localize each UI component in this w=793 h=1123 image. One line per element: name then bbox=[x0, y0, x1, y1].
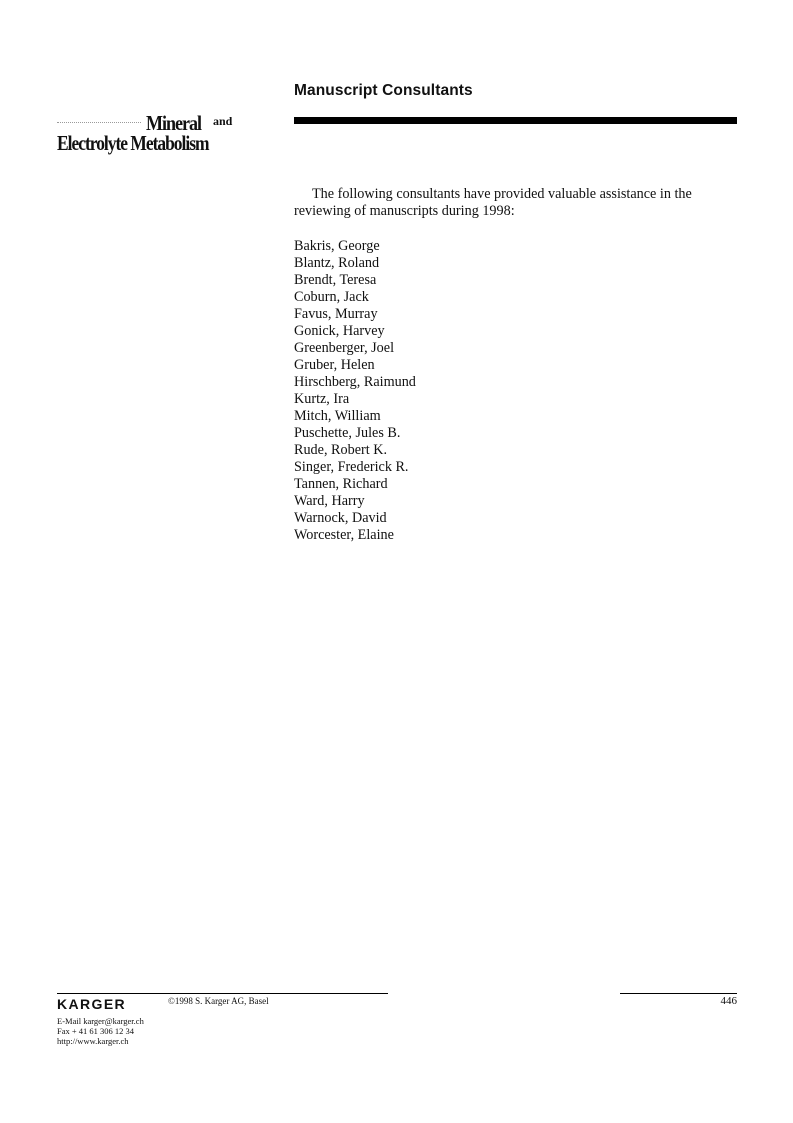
journal-logo bbox=[57, 111, 242, 156]
consultant-name: Rude, Robert K. bbox=[294, 442, 387, 458]
logo-line-2: Electrolyte Metabolism bbox=[57, 131, 209, 155]
consultant-name: Gonick, Harvey bbox=[294, 323, 385, 339]
consultant-name: Mitch, William bbox=[294, 408, 381, 424]
consultant-name: Bakris, George bbox=[294, 238, 380, 254]
contact-email: E-Mail karger@karger.ch bbox=[57, 1016, 144, 1026]
title-rule bbox=[294, 117, 737, 124]
page-title: Manuscript Consultants bbox=[294, 82, 473, 99]
consultant-list bbox=[294, 238, 416, 544]
consultant-name: Singer, Frederick R. bbox=[294, 459, 409, 475]
logo-dotted-rule bbox=[57, 122, 141, 123]
contact-web: http://www.karger.ch bbox=[57, 1036, 129, 1046]
consultant-name: Gruber, Helen bbox=[294, 357, 375, 373]
intro-paragraph: The following consultants have provided valuable assistance in the reviewing of manuscripts during 1998: bbox=[294, 186, 692, 219]
consultant-name: Brendt, Teresa bbox=[294, 272, 377, 288]
footer-rule-right bbox=[620, 993, 737, 994]
consultant-name: Kurtz, Ira bbox=[294, 391, 350, 407]
consultant-name: Coburn, Jack bbox=[294, 289, 369, 305]
logo-and: and bbox=[213, 114, 233, 128]
page-number: 446 bbox=[720, 995, 737, 1007]
consultant-name: Ward, Harry bbox=[294, 493, 365, 509]
publisher-contact bbox=[57, 1016, 144, 1046]
footer-rule-left bbox=[57, 993, 388, 994]
consultant-name: Favus, Murray bbox=[294, 306, 378, 322]
consultant-name: Blantz, Roland bbox=[294, 255, 380, 271]
contact-fax: Fax + 41 61 306 12 34 bbox=[57, 1026, 135, 1036]
publisher-logo: KARGER bbox=[57, 996, 127, 1012]
consultant-name: Tannen, Richard bbox=[294, 476, 388, 492]
consultant-name: Greenberger, Joel bbox=[294, 340, 395, 356]
copyright-notice: ©1998 S. Karger AG, Basel bbox=[168, 996, 269, 1006]
logo-line-1: Mineral bbox=[146, 111, 201, 135]
consultant-name: Hirschberg, Raimund bbox=[294, 374, 416, 390]
consultant-name: Worcester, Elaine bbox=[294, 527, 394, 543]
consultant-name: Warnock, David bbox=[294, 510, 387, 526]
consultant-name: Puschette, Jules B. bbox=[294, 425, 401, 441]
